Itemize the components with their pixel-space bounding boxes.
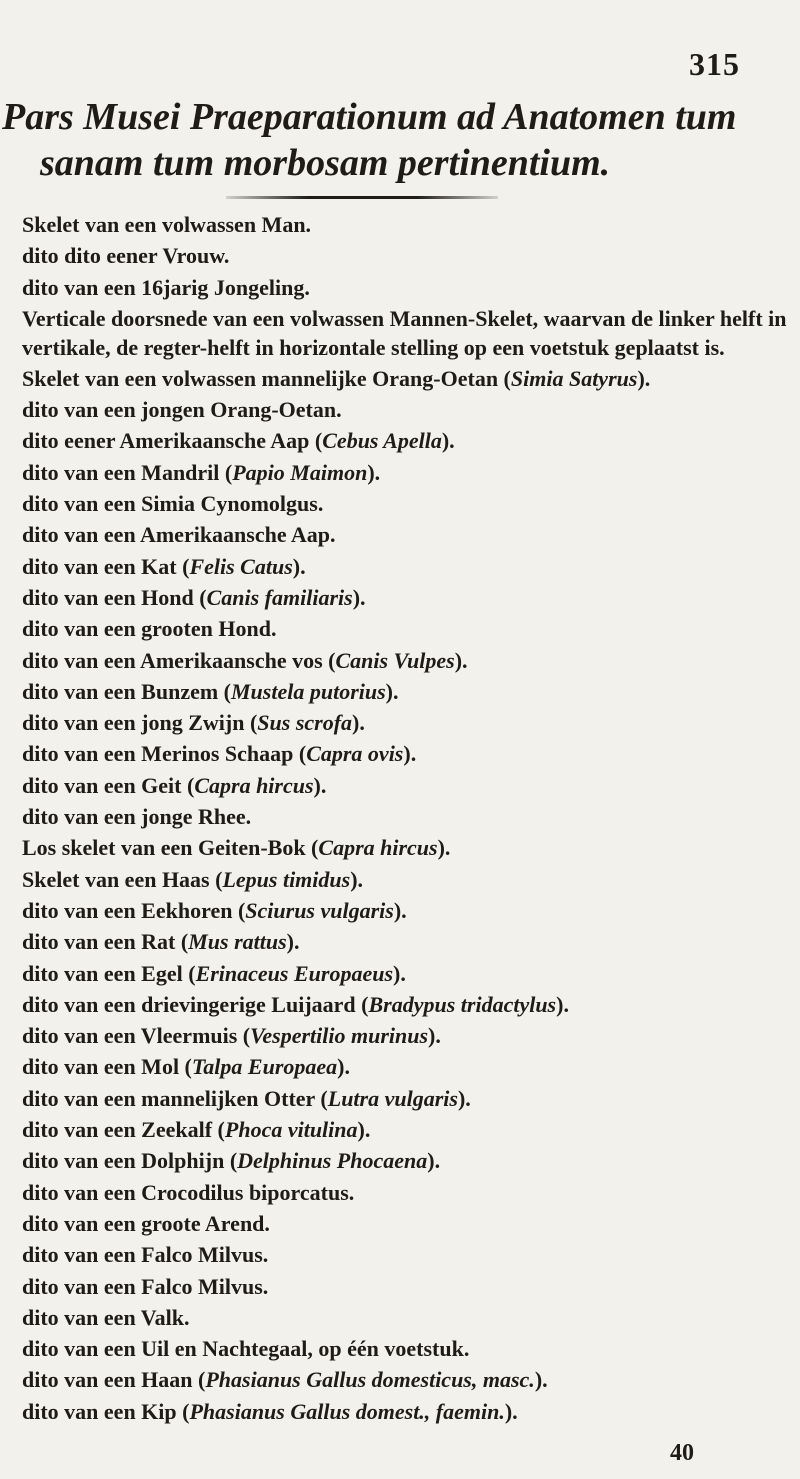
entry-text: dito van een Egel ( [22, 960, 196, 986]
entry-latin-name: Capra ovis [306, 741, 404, 767]
entry-suffix: ). [393, 960, 406, 986]
catalogue-entry [0, 770, 800, 801]
entry-text: Skelet van een volwassen Man. [22, 212, 312, 237]
catalogue-entry [0, 1177, 800, 1208]
entry-text: dito van een 16jarig Jongeling. [22, 274, 310, 300]
entry-suffix: ). [427, 1148, 441, 1174]
entry-text: dito van een Dolphijn ( [22, 1148, 238, 1174]
entry-text: dito van een Falco Milvus. [22, 1273, 269, 1299]
catalogue-entry [0, 926, 800, 957]
entry-text: dito van een jongen Orang-Oetan. [22, 397, 342, 423]
catalogue-entry [0, 676, 800, 707]
title-divider-rule [226, 196, 498, 199]
entry-suffix: ). [437, 835, 451, 861]
entry-suffix: ). [556, 991, 569, 1017]
entry-latin-name: Lepus timidus [222, 866, 351, 892]
catalogue-entry [0, 864, 800, 895]
entry-suffix: ). [637, 365, 651, 391]
catalogue-entry [0, 488, 800, 519]
catalogue-entry [0, 363, 800, 394]
catalogue-entry [0, 240, 800, 271]
catalogue-entry [0, 1145, 800, 1176]
title-line-1: Pars Musei Praeparationum ad Anatomen tum [2, 96, 737, 138]
entry-text: dito van een Amerikaansche Aap. [22, 522, 336, 548]
entry-latin-name: Sus scrofa [257, 710, 353, 736]
entry-suffix: ). [337, 1054, 350, 1080]
entry-latin-name: Delphinus Phocaena [237, 1148, 428, 1174]
catalogue-entry [0, 519, 800, 550]
entry-latin-name: Bradypus tridactylus [368, 991, 557, 1017]
entry-suffix: ). [286, 929, 300, 955]
entry-text: dito van een Amerikaansche vos ( [22, 647, 336, 673]
catalogue-entry [0, 832, 800, 863]
entry-latin-name: Papio Maimon [232, 459, 368, 485]
catalogue-entry [0, 1114, 800, 1145]
entry-suffix: ). [454, 647, 468, 673]
entry-latin-name: Phasianus Gallus domest., faemin. [189, 1398, 505, 1424]
entry-text: dito van een drievingerige Luijaard ( [22, 991, 369, 1017]
catalogue-entry [0, 457, 800, 488]
catalogue-entry [0, 425, 800, 456]
entry-suffix: ). [367, 459, 381, 485]
entry-text: dito van een Uil en Nachtegaal, op één voetstuk. [22, 1336, 470, 1362]
catalogue-entry [0, 613, 800, 644]
entry-latin-name: Capra hircus [318, 835, 438, 861]
entry-text: dito van een Falco Milvus. [22, 1242, 269, 1268]
page-number: 315 [689, 46, 740, 82]
catalogue-entry [0, 209, 800, 240]
catalogue-entry [0, 1020, 800, 1051]
entry-text: dito van een Vleermuis ( [22, 1023, 251, 1049]
entry-text: dito van een jong Zwijn ( [22, 710, 258, 736]
catalogue-entry [0, 303, 800, 363]
entry-latin-name: Sciurus vulgaris [245, 897, 394, 923]
entry-text: dito van een Mandril ( [22, 459, 233, 485]
entry-text: dito van een Rat ( [22, 929, 189, 955]
catalogue-entry [0, 1208, 800, 1239]
catalogue-entry [0, 582, 800, 613]
entry-latin-name: Phoca vitulina [224, 1117, 358, 1143]
entry-text: dito van een Simia Cynomolgus. [22, 491, 324, 517]
entry-suffix: ). [385, 678, 399, 704]
entry-text: Skelet van een Haas ( [22, 866, 223, 892]
entry-text: dito van een jonge Rhee. [22, 804, 252, 830]
section-title [0, 94, 800, 186]
entry-text: dito dito eener Vrouw. [22, 243, 230, 269]
catalogue-list [0, 209, 800, 1427]
entry-suffix: ). [428, 1023, 441, 1049]
entry-latin-name: Capra hircus [194, 772, 314, 798]
catalogue-entry [0, 707, 800, 738]
catalogue-entry [0, 895, 800, 926]
entry-latin-name: Erinaceus Europaeus [195, 960, 394, 986]
entry-latin-name: Felis Catus [189, 553, 293, 579]
entry-latin-name: Vespertilio murinus [250, 1023, 429, 1049]
entry-text: dito van een Merinos Schaap ( [22, 741, 307, 767]
entry-latin-name: Phasianus Gallus domesticus, masc. [205, 1367, 535, 1393]
catalogue-entry [0, 801, 800, 832]
title-line-2: sanam tum morbosam pertinentium. [40, 142, 611, 184]
catalogue-entry [0, 1083, 800, 1114]
entry-text: dito van een mannelijken Otter ( [22, 1085, 328, 1111]
entry-text: dito van een Mol ( [22, 1054, 192, 1080]
catalogue-entry [0, 394, 800, 425]
entry-suffix: ). [393, 897, 407, 923]
entry-text: dito van een Geit ( [22, 772, 195, 798]
entry-latin-name: Canis familiaris [206, 584, 353, 610]
entry-suffix: ). [357, 1117, 371, 1143]
entry-suffix: ). [504, 1398, 518, 1424]
entry-text: dito van een Crocodilus biporcatus. [22, 1179, 355, 1205]
entry-text: dito van een Eekhoren ( [22, 897, 246, 923]
entry-text: dito van een groote Arend. [22, 1210, 270, 1236]
entry-suffix: ). [403, 741, 417, 767]
entry-text: dito van een Zeekalf ( [22, 1117, 225, 1143]
catalogue-entry [0, 1302, 800, 1333]
entry-text: Skelet van een volwassen mannelijke Orang-Oetan ( [22, 365, 511, 391]
entry-text: Los skelet van een Geiten-Bok ( [22, 835, 319, 861]
catalogue-entry [0, 645, 800, 676]
entry-text: dito van een Bunzem ( [22, 678, 231, 704]
entry-latin-name: Mus rattus [188, 929, 287, 955]
catalogue-entry [0, 958, 800, 989]
entry-suffix: ). [457, 1085, 471, 1111]
entry-latin-name: Lutra vulgaris [327, 1085, 458, 1111]
entry-suffix: ). [352, 710, 365, 736]
entry-latin-name: Talpa Europaea [191, 1054, 338, 1080]
entry-text: dito van een Valk. [22, 1304, 190, 1330]
entry-text: dito van een Hond ( [22, 584, 207, 610]
entry-text: dito van een grooten Hond. [22, 616, 277, 642]
catalogue-entry [0, 551, 800, 582]
catalogue-entry [0, 1396, 800, 1427]
entry-latin-name: Canis Vulpes [335, 647, 455, 673]
catalogue-entry [0, 1333, 800, 1364]
entry-suffix: ). [350, 866, 364, 892]
entry-suffix: ). [352, 584, 366, 610]
entry-text: dito van een Kip ( [22, 1398, 190, 1424]
catalogue-entry [0, 1271, 800, 1302]
catalogue-entry [0, 1239, 800, 1270]
entry-latin-name: Mustela putorius [231, 678, 386, 704]
entry-suffix: ). [534, 1367, 548, 1393]
catchword: 40 [670, 1440, 694, 1466]
catalogue-entry [0, 1051, 800, 1082]
entry-latin-name: Simia Satyrus [510, 365, 638, 391]
catalogue-entry [0, 738, 800, 769]
entry-text: dito eener Amerikaansche Aap ( [22, 428, 323, 454]
entry-text: Verticale doorsnede van een volwassen Mannen-Skelet, waarvan de linker helft in vertikale, de regter-helft in horizontale stelling op een voetstuk geplaatst is. [22, 305, 787, 360]
entry-latin-name: Cebus Apella [322, 428, 442, 454]
catalogue-entry [0, 272, 800, 303]
entry-suffix: ). [292, 553, 306, 579]
entry-suffix: ). [313, 772, 327, 798]
entry-text: dito van een Kat ( [22, 553, 190, 579]
catalogue-entry [0, 1364, 800, 1395]
entry-text: dito van een Haan ( [22, 1367, 206, 1393]
entry-suffix: ). [441, 428, 455, 454]
catalogue-entry [0, 989, 800, 1020]
